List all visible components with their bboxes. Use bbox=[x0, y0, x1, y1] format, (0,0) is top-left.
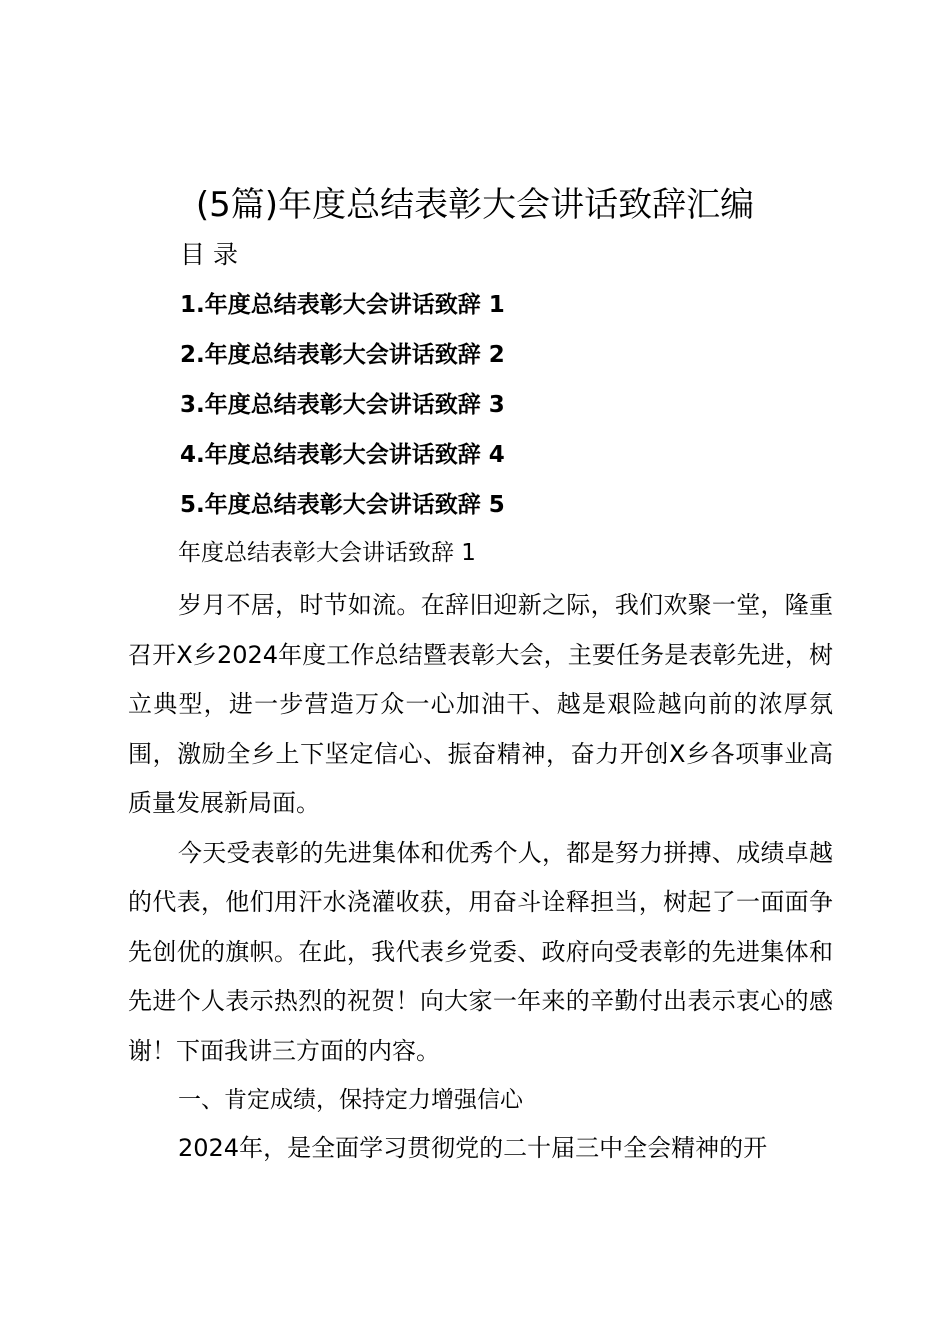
paragraph: 岁月不居，时节如流。在辞旧迎新之际，我们欢聚一堂，隆重召开X乡2024年度工作总结暨表彰大会，主要任务是表彰先进，树立典型，进一步营造万众一心加油干、越是艰险越向前的浓厚氛围，激励全乡上下坚定信心、振奋精神，奋力开创X乡各项事业高质量发展新局面。 bbox=[128, 591, 833, 817]
paragraph: 今天受表彰的先进集体和优秀个人，都是努力拼搏、成绩卓越的代表，他们用汗水浇灌收获，用奋斗诠释担当，树起了一面面争先创优的旗帜。在此，我代表乡党委、政府向受表彰的先进集体和先进个人表示热烈的祝贺！向大家一年来的辛勤付出表示衷心的感谢！下面我讲三方面的内容。 bbox=[128, 838, 833, 1065]
section-title: 年度总结表彰大会讲话致辞 1 bbox=[178, 540, 476, 566]
toc-item[interactable]: 4.年度总结表彰大会讲话致辞 4 bbox=[180, 442, 505, 468]
document-body bbox=[128, 533, 833, 1174]
document-title: (5篇)年度总结表彰大会讲话致辞汇编 bbox=[195, 185, 755, 225]
toc-heading: 目 录 bbox=[180, 240, 238, 269]
toc-item[interactable]: 2.年度总结表彰大会讲话致辞 2 bbox=[180, 342, 505, 368]
section-heading: 一、肯定成绩，保持定力增强信心 bbox=[178, 1087, 523, 1113]
paragraph: 2024年，是全面学习贯彻党的二十届三中全会精神的开 bbox=[178, 1134, 768, 1162]
toc-item[interactable]: 1.年度总结表彰大会讲话致辞 1 bbox=[180, 292, 505, 318]
toc-item[interactable]: 3.年度总结表彰大会讲话致辞 3 bbox=[180, 392, 505, 418]
toc-item[interactable]: 5.年度总结表彰大会讲话致辞 5 bbox=[180, 492, 505, 518]
table-of-contents bbox=[180, 285, 505, 535]
